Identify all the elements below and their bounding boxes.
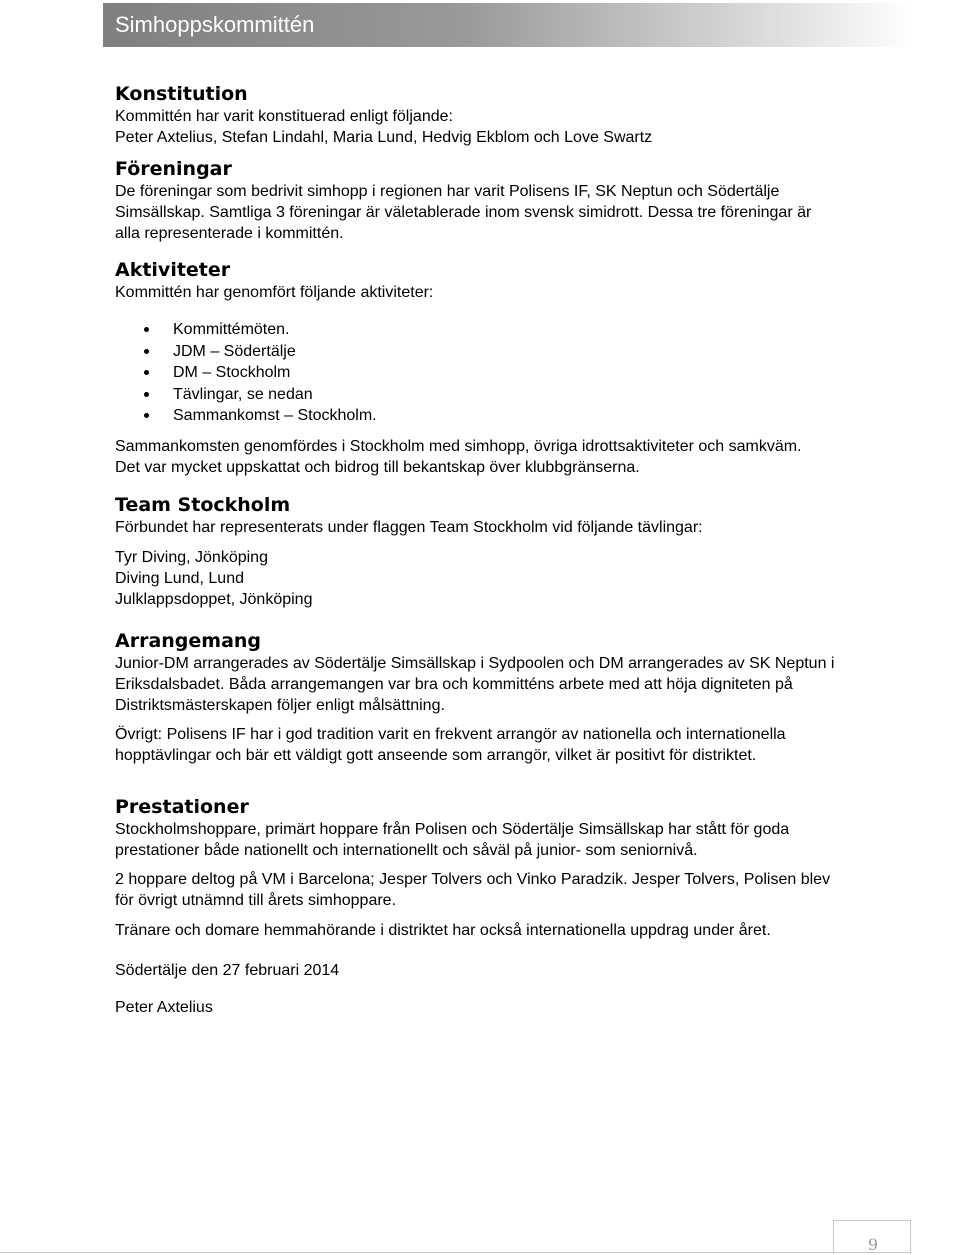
heading-foreningar: Föreningar	[115, 158, 232, 180]
heading-arrangemang: Arrangemang	[115, 630, 262, 652]
list-item: Sammankomst – Stockholm.	[115, 405, 377, 427]
list-item: JDM – Södertälje	[115, 341, 377, 363]
foreningar-text: De föreningar som bedrivit simhopp i regionen har varit Polisens IF, SK Neptun och Södertälje Simsällskap. Samtliga 3 föreningar är väletablerade inom svensk simidrott. Dessa tre föreningar är alla representerade i kommittén.	[115, 183, 812, 242]
page-title: Simhoppskommittén	[115, 12, 315, 37]
page-number: 9	[867, 1235, 879, 1254]
place-and-date: Södertälje den 27 februari 2014	[115, 962, 340, 979]
signature: Peter Axtelius	[115, 999, 213, 1016]
competition-item: Tyr Diving, Jönköping	[115, 549, 268, 566]
konstitution-line-2: Peter Axtelius, Stefan Lindahl, Maria Lund, Hedvig Ekblom och Love Swartz	[115, 129, 653, 146]
aktiviteter-text: Sammankomsten genomfördes i Stockholm med simhopp, övriga idrottsaktiviteter och samkväm. Det var mycket uppskattat och bidrog till bekantskap över klubbgränserna.	[115, 438, 802, 476]
prestationer-paragraph-3: Tränare och domare hemmahörande i distriktet har också internationella uppdrag under året.	[115, 922, 771, 939]
arrangemang-paragraph-1: Junior-DM arrangerades av Södertälje Simsällskap i Sydpoolen och DM arrangerades av SK Neptun i Eriksdalsbadet. Båda arrangemangen var bra och kommitténs arbete med att höja digniteten på Distriktsmästerskapen följer enligt målsättning.	[115, 655, 835, 714]
konstitution-line-1: Kommittén har varit konstituerad enligt följande:	[115, 108, 453, 125]
aktiviteter-intro: Kommittén har genomfört följande aktiviteter:	[115, 284, 434, 301]
header-banner	[103, 3, 913, 47]
arrangemang-paragraph-2: Övrigt: Polisens IF har i god tradition varit en frekvent arrangör av nationella och internationella hopptävlingar och bär ett väldigt gott anseende som arrangör, vilket är positivt för distriktet.	[115, 726, 786, 764]
list-item: Kommittémöten.	[115, 319, 377, 341]
team-stockholm-intro: Förbundet har representerats under flaggen Team Stockholm vid följande tävlingar:	[115, 519, 703, 536]
footer-divider	[0, 1252, 910, 1253]
heading-aktiviteter: Aktiviteter	[115, 259, 231, 281]
competition-item: Julklappsdoppet, Jönköping	[115, 591, 313, 608]
list-item: Tävlingar, se nedan	[115, 384, 377, 406]
page-number-box	[833, 1220, 911, 1254]
aktiviteter-list	[115, 319, 377, 427]
list-item: DM – Stockholm	[115, 362, 377, 384]
heading-prestationer: Prestationer	[115, 796, 249, 818]
heading-konstitution: Konstitution	[115, 83, 248, 105]
prestationer-paragraph-2: 2 hoppare deltog på VM i Barcelona; Jesper Tolvers och Vinko Paradzik. Jesper Tolvers, Polisen blev för övrigt utnämnd till årets simhoppare.	[115, 871, 831, 909]
competition-item: Diving Lund, Lund	[115, 570, 244, 587]
heading-team-stockholm: Team Stockholm	[115, 494, 291, 516]
prestationer-paragraph-1: Stockholmshoppare, primärt hoppare från Polisen och Södertälje Simsällskap har stått för goda prestationer både nationellt och internationellt och såväl på junior- som seniornivå.	[115, 821, 790, 859]
